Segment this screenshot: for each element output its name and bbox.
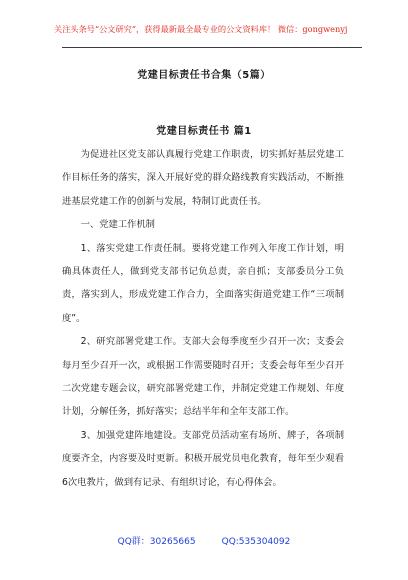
paragraph-item-1: 1、落实党建工作责任制。要将党建工作列入年度工作计划，明确具体责任人，做到党支部书记负总责，亲自抓；支部委员分工负责，落实到人，形成党建工作合力，全面落实街道党建工作“三项制度”。 (62, 242, 344, 324)
footer-qq: QQ:535304092 (221, 537, 291, 547)
paragraph-heading-mechanism: 一、党建工作机制 (80, 219, 155, 231)
document-title: 党建目标责任书合集（5篇） (137, 70, 271, 81)
footer-qq-group: QQ群：30265665 (117, 537, 196, 547)
document-body (62, 143, 344, 494)
footer-contact (0, 534, 408, 547)
header-note: 关注头条号“公文研究”，获得最新最全最专业的公文资料库！ 微信：gongwenyj (54, 24, 348, 34)
paragraph-item-3: 3、加强党建阵地建设。支部党员活动室有场所、牌子，各项制度要齐全，内容要及时更新。积极开展党员电化教育，每年至少观看6次电教片，做到有记录、有组织讨论，有心得体会。 (62, 429, 344, 488)
paragraph-intro: 为促进社区党支部认真履行党建工作职责，切实抓好基层党建工作目标任务的落实，深入开展好党的群众路线教育实践活动，不断推进基层党建工作的创新与发展，特制订此责任书。 (62, 149, 344, 207)
paragraph-item-2: 2、研究部署党建工作。支部大会每季度至少召开一次；支委会每月至少召开一次，或根据工作需要随时召开；支委会每年至少召开二次党建专题会议，研究部署党建工作，并制定党建工作规划、年度计划，分解任务，抓好落实；总结半年和全年支部工作。 (62, 336, 344, 418)
header-divider (62, 47, 362, 48)
section-title: 党建目标责任书 篇1 (156, 126, 252, 137)
